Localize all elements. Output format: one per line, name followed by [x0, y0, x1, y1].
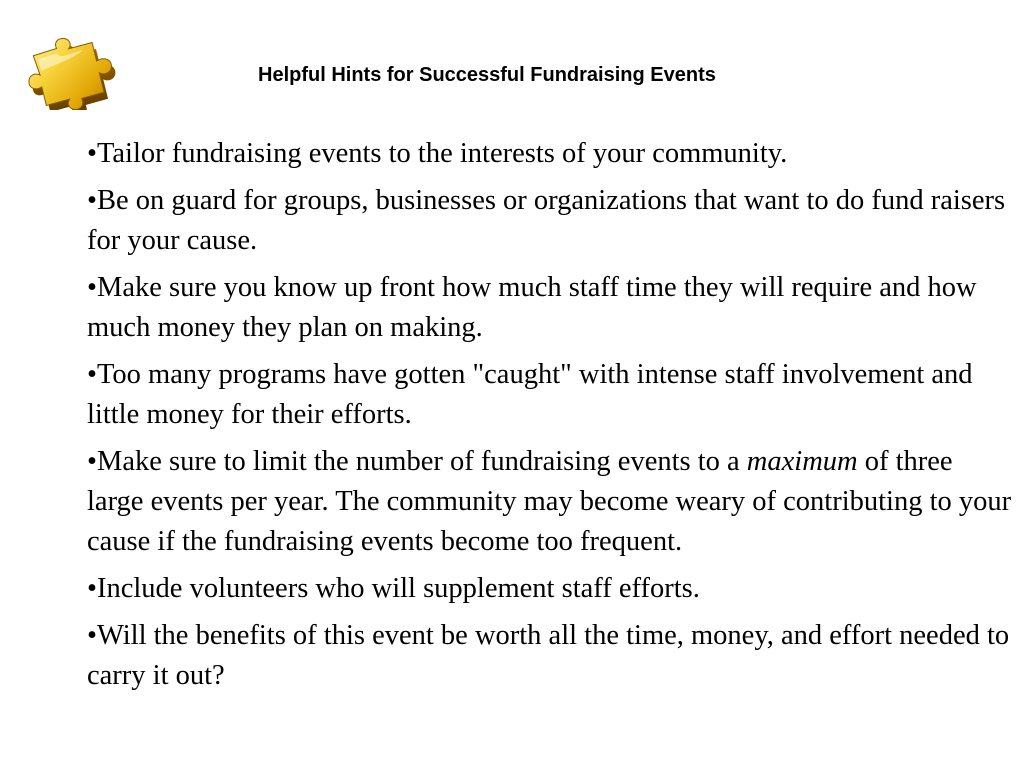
bullet-emphasis: maximum	[746, 446, 858, 477]
bullet-item: • Tailor fundraising events to the interests of your community.	[87, 134, 1012, 174]
bullet-text-after: of three large events per year. The community may become weary of contributing to your cause if the fundraising events become too frequent.	[87, 446, 1012, 557]
bullet-item: • Make sure you know up front how much staff time they will require and how much money they plan on making.	[87, 268, 1012, 348]
bullet-item	[87, 442, 1012, 562]
bullet-item: • Be on guard for groups, businesses or organizations that want to do fund raisers for your cause.	[87, 181, 1012, 261]
bullet-list	[87, 134, 1012, 703]
bullet-item: • Will the benefits of this event be worth all the time, money, and effort needed to carry it out?	[87, 616, 1012, 696]
bullet-item: • Include volunteers who will supplement staff efforts.	[87, 569, 1012, 609]
slide-title: Helpful Hints for Successful Fundraising Events	[258, 64, 716, 86]
bullet-text-before: Make sure to limit the number of fundraising events to a	[96, 446, 747, 477]
bullet-item: • Too many programs have gotten "caught" with intense staff involvement and little money for their efforts.	[87, 355, 1012, 435]
puzzle-piece-icon	[22, 28, 128, 110]
